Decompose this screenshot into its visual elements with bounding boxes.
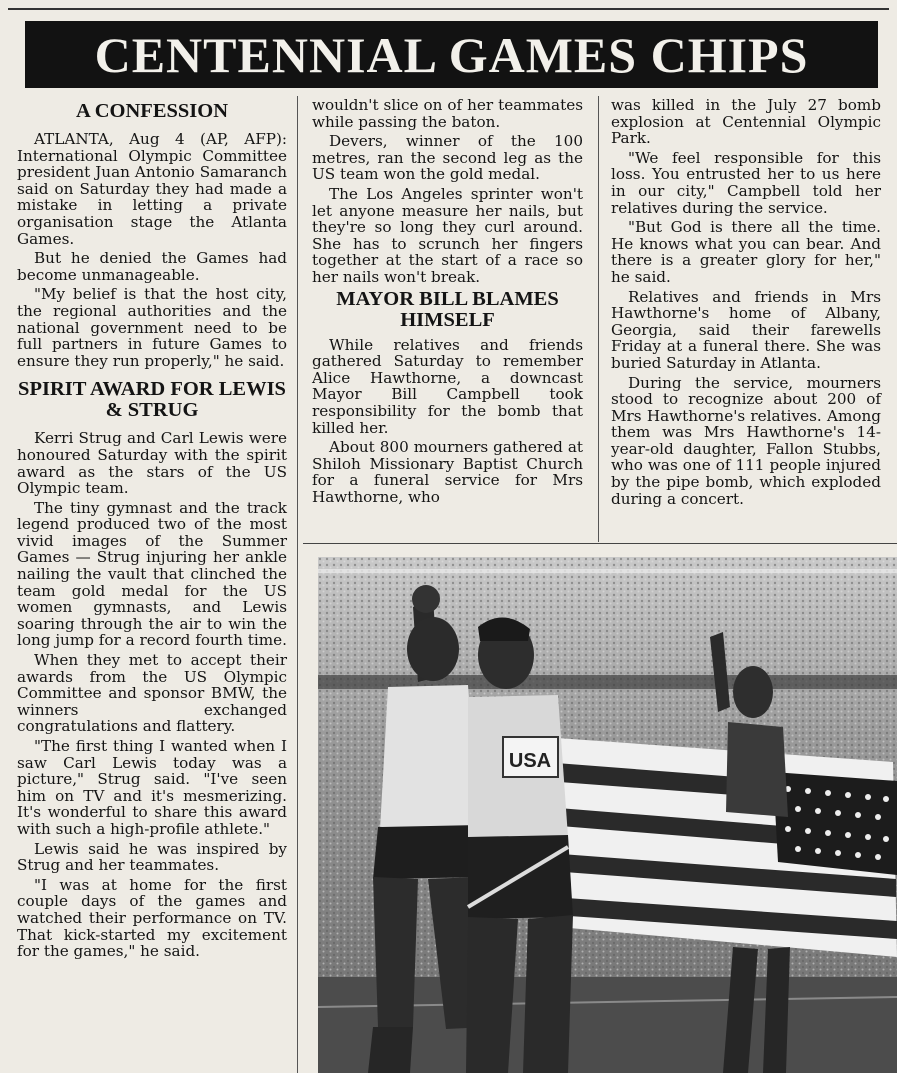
article-paragraph: Relatives and friends in Mrs Hawthorne's home of Albany, Georgia, said their farewells Friday at a funeral there. She was buried Saturday in Atlanta. — [611, 287, 881, 372]
article-paragraph: During the service, mourners stood to recognize about 200 of Mrs Hawthorne's relatives. Among them was Mrs Hawthorne's 14-year-old daughter, Fallon Stubbs, who was one of 111 people injured by the pipe bomb, which exploded during a concert. — [611, 373, 881, 508]
article-paragraph: Devers, winner of the 100 metres, ran the second leg as the US team won the gold medal. — [312, 132, 583, 184]
article-paragraph: About 800 mourners gathered at Shiloh Missionary Baptist Church for a funeral service for Mrs Hawthorne, who — [312, 438, 583, 506]
american-flag — [543, 737, 897, 957]
athletes-flag-photo — [318, 557, 897, 1073]
article-paragraph: The tiny gymnast and the track legend produced two of the most vivid images of the Summer Games — Strug injuring her ankle nailing the vault that clinched the team gold medal for the US women gymnasts, and Lewis soaring through the air to win the long jump for a record fourth time. — [17, 498, 287, 650]
article-paragraph: Lewis said he was inspired by Strug and her teammates. — [17, 839, 287, 875]
section-banner — [25, 21, 878, 88]
photo-top-rule — [303, 543, 897, 544]
article-paragraph: "My belief is that the host city, the regional authorities and the national government need to be full partners in future Games to ensure they run properly," he said. — [17, 285, 287, 370]
headline-mayor: MAYOR BILL BLAMES HIMSELF — [336, 287, 559, 331]
top-rule — [8, 8, 889, 10]
column-1 — [17, 101, 287, 963]
column-2 — [312, 97, 583, 508]
column-3 — [611, 97, 881, 510]
article-paragraph: was killed in the July 27 bomb explosion at Centennial Olympic Park. — [611, 96, 881, 148]
article-paragraph: When they met to accept their awards from the US Olympic Committee and sponsor BMW, the winners exchanged congratulations and flattery. — [17, 651, 287, 736]
article-paragraph: "The first thing I wanted when I saw Carl Lewis today was a picture," Strug said. "I've seen him on TV and it's mesmerizing. It's wonderful to share this award with such a high-profile athlete." — [17, 737, 287, 838]
article-paragraph: While relatives and friends gathered Saturday to remember Alice Hawthorne, a downcast Mayor Bill Campbell took responsibility for the bomb that killed her. — [312, 335, 583, 437]
article-paragraph: "We feel responsible for this loss. You entrusted her to us here in our city," Campbell told her relatives during the service. — [611, 148, 881, 217]
article-paragraph: Kerri Strug and Carl Lewis were honoured Saturday with the spirit award as the stars of the US Olympic team. — [17, 429, 287, 498]
headline-spirit-award: SPIRIT AWARD FOR LEWIS & STRUG — [18, 378, 286, 422]
stadium-rail — [318, 569, 897, 573]
headline-confession: A CONFESSION — [75, 100, 229, 122]
article-paragraph: But he denied the Games had become unmanageable. — [17, 249, 287, 284]
article-paragraph: "But God is there all the time. He knows what you can bear. And there is a greater glory for her," he said. — [611, 218, 881, 286]
photo-illustration — [318, 557, 897, 1073]
jersey-text: USA — [508, 750, 552, 772]
article-paragraph: "I was at home for the first couple days of the games and watched their performance on TV. That kick-started my excitement for the games," he said. — [17, 875, 287, 961]
column-divider — [598, 96, 599, 542]
article-paragraph: The Los Angeles sprinter won't let anyone measure her nails, but they're so long they curl around. She has to scrunch her fingers together at the start of a race so her nails won't break. — [312, 184, 583, 286]
column-divider — [297, 96, 298, 1073]
article-paragraph: wouldn't slice on of her teammates while passing the baton. — [312, 96, 583, 131]
banner-title: CENTENNIAL GAMES CHIPS — [94, 26, 809, 83]
article-paragraph: ATLANTA, Aug 4 (AP, AFP): International Olympic Committee president Juan Antonio Samaranch said on Saturday they had made a mistake in letting a private organisation stage the Atlanta Games. — [17, 130, 287, 248]
